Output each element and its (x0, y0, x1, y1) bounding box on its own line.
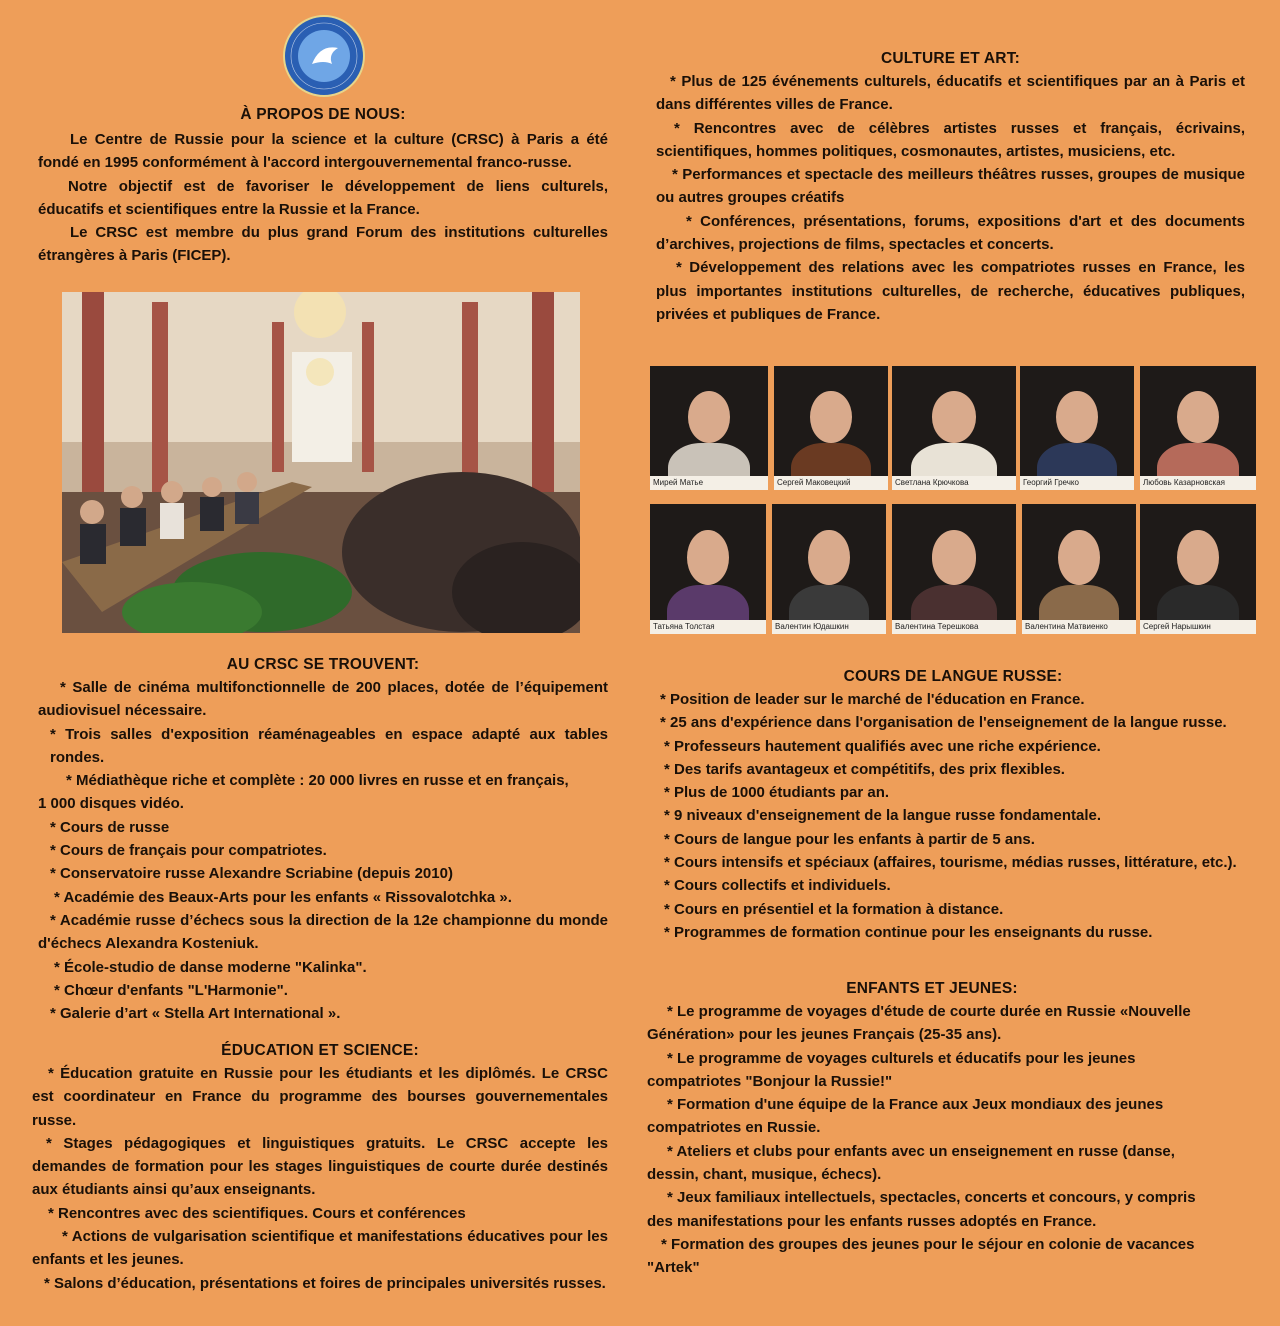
facilities-item: 1 000 disques vidéo. (38, 795, 184, 813)
youth-title: ENFANTS ET JEUNES: (846, 980, 1018, 997)
culture-item: * Performances et spectacle des meilleurs théâtres russes, groupes de musique ou autres groupes créatifs (656, 166, 1245, 207)
education-item: * Stages pédagogiques et linguistiques gratuits. Le CRSC accepte les demandes de formation pour les stages linguistiques de courte durée destinés aux étudiants ainsi qu’aux enseignants. (32, 1134, 608, 1199)
facilities-item: * Cours de russe (50, 818, 170, 836)
portrait-caption: Сергей Маковецкий (774, 476, 888, 490)
facilities-item: * Académie russe d’échecs sous la direction de la 12e championne du monde d'échecs Alexandra Kosteniuk. (38, 911, 608, 953)
about-title: À PROPOS DE NOUS: (240, 106, 406, 123)
language-section (660, 668, 1246, 944)
language-item: * Programmes de formation continue pour les enseignants du russe. (664, 923, 1153, 941)
education-item: * Salons d’éducation, présentations et foires de principales universités russes. (44, 1274, 606, 1292)
portrait-tile (774, 366, 888, 490)
portrait-face (687, 530, 729, 585)
portrait-face (932, 530, 977, 585)
celebrity-portraits (650, 366, 1258, 636)
facilities-item: * Chœur d'enfants "L'Harmonie". (54, 981, 288, 999)
facilities-title: AU CRSC SE TROUVENT: (226, 656, 420, 673)
portrait-caption: Светлана Крючкова (892, 476, 1016, 490)
portrait-face (810, 391, 851, 443)
education-item: * Actions de vulgarisation scientifique et manifestations éducatives pour les enfants et les jeunes. (32, 1228, 608, 1269)
culture-item: * Rencontres avec de célèbres artistes russes et français, écrivains, scientifiques, hommes politiques, cosmonautes, artistes, musiciens, etc. (656, 119, 1245, 160)
facilities-item: * Salle de cinéma multifonctionnelle de 200 places, dotée de l’équipement audiovisuel nécessaire. (38, 679, 608, 720)
youth-section (647, 980, 1217, 1280)
portrait-caption: Мирей Матье (650, 476, 768, 490)
about-paragraph-3: Le CRSC est membre du plus grand Forum des institutions culturelles étrangères à Paris (FICEP). (38, 224, 608, 265)
education-title: ÉDUCATION ET SCIENCE: (221, 1042, 419, 1059)
about-paragraph-1: Le Centre de Russie pour la science et la culture (CRSC) à Paris a été fondé en 1995 conformément à l'accord intergouvernemental franco-russe. (38, 131, 608, 172)
language-item: * Professeurs hautement qualifiés avec une riche expérience. (664, 737, 1101, 755)
language-item: * Cours intensifs et spéciaux (affaires, tourisme, médias russes, littérature, etc.). (664, 854, 1237, 872)
portrait-tile (1140, 504, 1256, 634)
portrait-face (688, 391, 730, 443)
culture-section (656, 50, 1245, 326)
portrait-caption: Георгий Гречко (1020, 476, 1134, 490)
culture-title: CULTURE ET ART: (880, 50, 1021, 67)
facilities-item: * Médiathèque riche et complète : 20 000 livres en russe et en français, (66, 772, 569, 790)
about-paragraph-2: Notre objectif est de favoriser le développement de liens culturels, éducatifs et scientifiques entre la Russie et la France. (38, 177, 608, 218)
facilities-section (38, 656, 608, 1025)
conference-hall-photo (62, 292, 580, 633)
education-item: * Rencontres avec des scientifiques. Cours et conférences (48, 1204, 466, 1222)
youth-item: * Formation d'une équipe de la France aux Jeux mondiaux des jeunes compatriotes en Russie. (647, 1096, 1164, 1137)
portrait-tile (650, 504, 766, 634)
portrait-caption: Сергей Нарышкин (1140, 620, 1256, 634)
portrait-face (1056, 391, 1097, 443)
portrait-tile (892, 504, 1016, 634)
culture-item: * Conférences, présentations, forums, expositions d'art et des documents d’archives, projections de films, spectacles et concerts. (656, 212, 1245, 254)
language-item: * Plus de 1000 étudiants par an. (664, 784, 890, 802)
portrait-tile (1140, 366, 1256, 490)
youth-item: * Le programme de voyages culturels et éducatifs pour les jeunes compatriotes "Bonjour la Russie!" (647, 1049, 1136, 1090)
language-item: * 25 ans d'expérience dans l'organisation de l'enseignement de la langue russe. (660, 714, 1227, 732)
facilities-item: * Académie des Beaux-Arts pour les enfants « Rissovalotchka ». (54, 888, 512, 906)
language-item: * Cours collectifs et individuels. (664, 877, 891, 895)
portrait-caption: Татьяна Толстая (650, 620, 766, 634)
portrait-face (1058, 530, 1099, 585)
portrait-face (932, 391, 977, 443)
culture-item: * Plus de 125 événements culturels, éducatifs et scientifiques par an à Paris et dans différentes villes de France. (656, 73, 1245, 114)
portrait-tile (892, 366, 1016, 490)
youth-item: * Formation des groupes des jeunes pour le séjour en colonie de vacances "Artek" (647, 1235, 1195, 1277)
portrait-tile (772, 504, 886, 634)
youth-item: * Jeux familiaux intellectuels, spectacles, concerts et concours, y compris des manifestations pour les enfants russes adoptés en France. (647, 1189, 1196, 1230)
portrait-tile (1020, 366, 1134, 490)
language-item: * Position de leader sur le marché de l'éducation en France. (660, 691, 1085, 708)
facilities-item: * École-studio de danse moderne "Kalinka". (54, 958, 367, 976)
facilities-item: * Conservatoire russe Alexandre Scriabine (depuis 2010) (50, 865, 453, 883)
language-item: * Des tarifs avantageux et compétitifs, des prix flexibles. (664, 760, 1065, 778)
portrait-face (1177, 530, 1219, 585)
portrait-tile (650, 366, 768, 490)
crsc-logo (282, 14, 366, 98)
portrait-caption: Любовь Казарновская (1140, 476, 1256, 490)
portrait-caption: Валентин Юдашкин (772, 620, 886, 634)
language-item: * Cours de langue pour les enfants à partir de 5 ans. (664, 830, 1035, 848)
portrait-caption: Валентина Матвиенко (1022, 620, 1136, 634)
language-item: * Cours en présentiel et la formation à distance. (664, 900, 1004, 918)
facilities-item: * Trois salles d'exposition réaménageables en espace adapté aux tables rondes. (50, 725, 608, 766)
youth-item: * Ateliers et clubs pour enfants avec un enseignement en russe (danse, dessin, chant, musique, échecs). (647, 1142, 1175, 1184)
culture-item: * Développement des relations avec les compatriotes russes en France, les plus importantes institutions culturelles, de recherche, éducatives publiques, privées et publiques de France. (656, 259, 1245, 323)
youth-item: * Le programme de voyages d'étude de courte durée en Russie «Nouvelle Génération» pour les jeunes Français (25-35 ans). (647, 1003, 1191, 1044)
language-item: * 9 niveaux d'enseignement de la langue russe fondamentale. (664, 807, 1102, 825)
portrait-tile (1022, 504, 1136, 634)
education-item: * Éducation gratuite en Russie pour les étudiants et les diplômés. Le CRSC est coordinateur en France du programme des bourses gouvernementales russe. (32, 1065, 608, 1129)
about-section (38, 106, 608, 268)
portrait-face (808, 530, 849, 585)
facilities-item: * Cours de français pour compatriotes. (50, 842, 327, 860)
education-section (32, 1042, 608, 1295)
portrait-caption: Валентина Терешкова (892, 620, 1016, 634)
portrait-face (1177, 391, 1219, 443)
facilities-item: * Galerie d’art « Stella Art International ». (50, 1005, 341, 1023)
language-title: COURS DE LANGUE RUSSE: (843, 668, 1063, 685)
